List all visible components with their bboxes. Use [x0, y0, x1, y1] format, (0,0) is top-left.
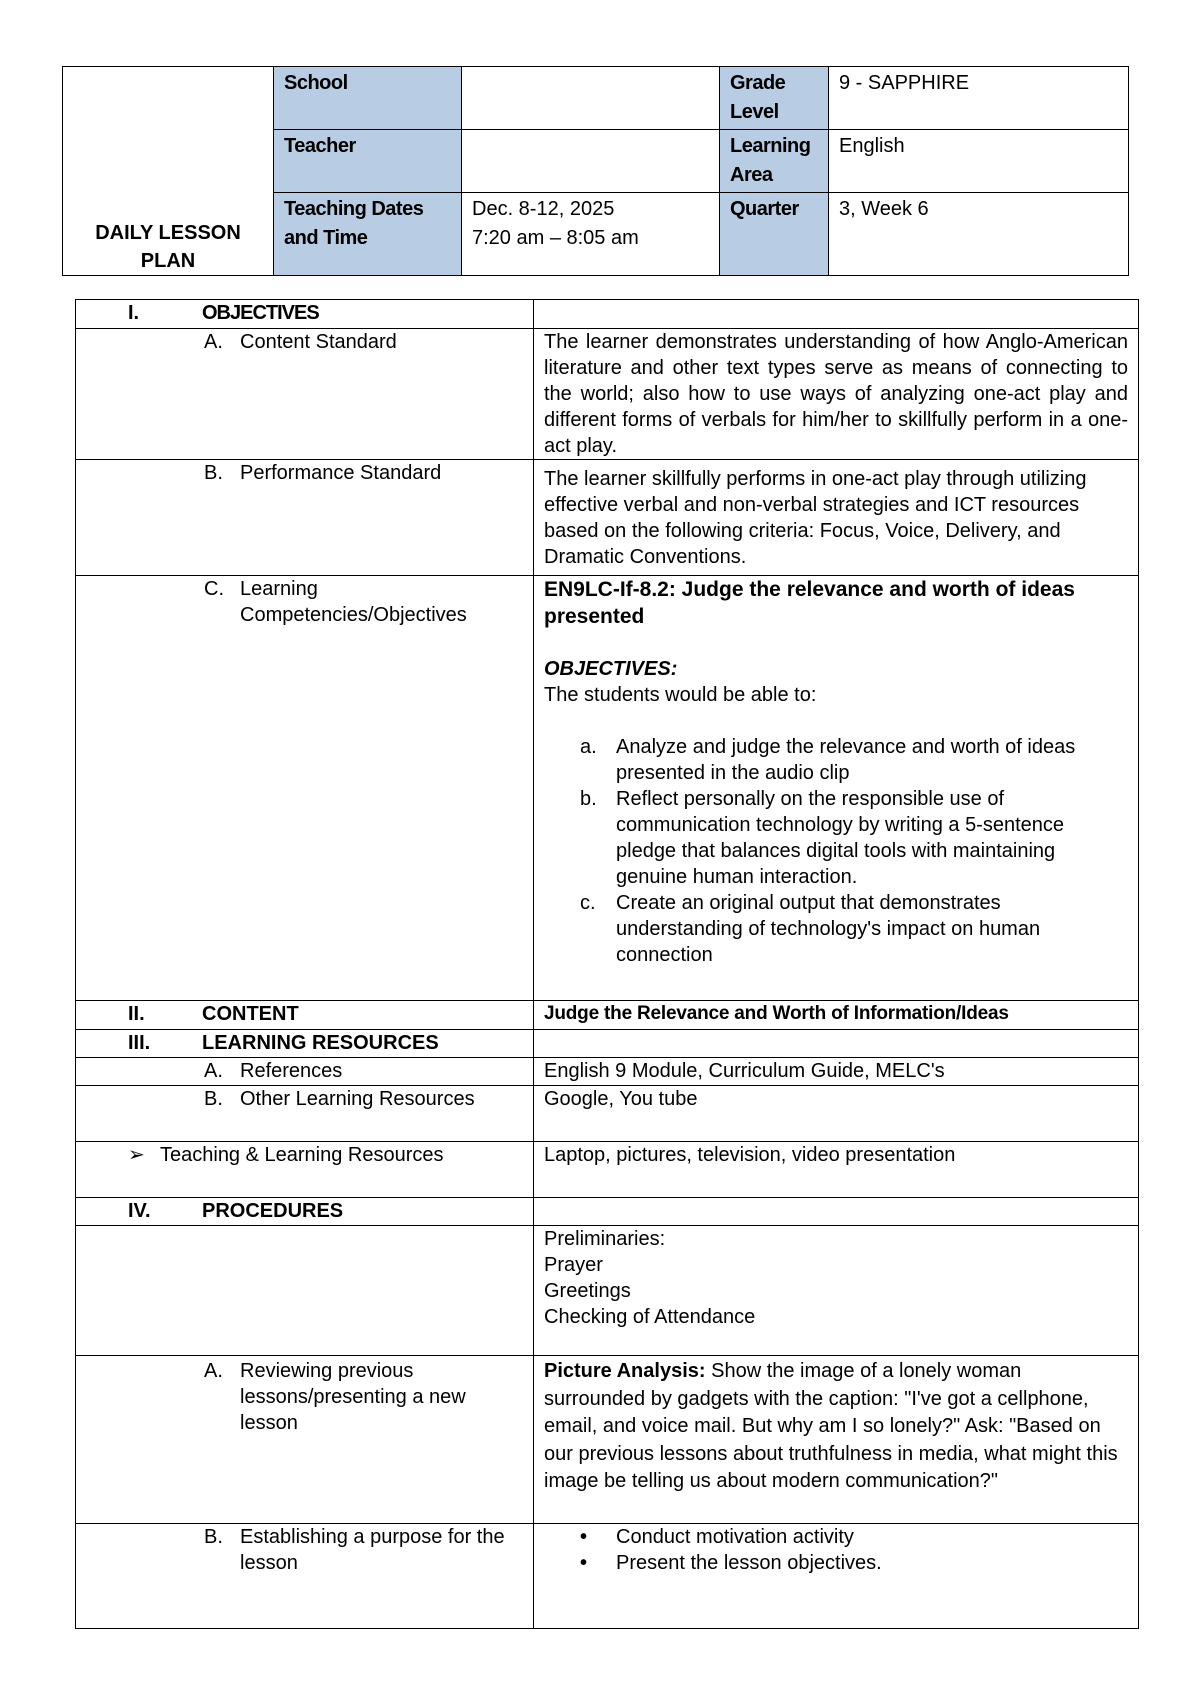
item-letter: C. [204, 578, 224, 600]
list-item [580, 1524, 1128, 1550]
item-letter: B. [204, 1526, 223, 1548]
preliminaries-value [534, 1226, 1139, 1356]
content-value: Judge the Relevance and Worth of Information/Ideas [534, 1001, 1139, 1030]
content-standard-label-cell [76, 329, 534, 460]
bullet-icon: • [580, 1526, 588, 1548]
section-numeral: I. [128, 302, 140, 324]
list-text: Conduct motivation activity [616, 1526, 854, 1548]
item-letter: A. [204, 1360, 223, 1382]
section-title: OBJECTIVES [202, 302, 319, 324]
list-text: Present the lesson objectives. [616, 1552, 882, 1574]
performance-standard-label: Performance Standard [240, 462, 442, 484]
table-row [76, 1356, 1139, 1524]
purpose-label-cell [76, 1524, 534, 1629]
empty-cell [76, 1226, 534, 1356]
table-row [76, 1524, 1139, 1629]
list-item [580, 734, 1128, 786]
content-standard-value: The learner demonstrates understanding of how Anglo-American literature and other text types serve as means of connecting to the world; also how to use ways of analyzing one-act play and different forms of verbals for him/her to skillfully perform in a one-act play. [534, 329, 1139, 460]
teaching-resources-value: Laptop, pictures, television, video presentation [534, 1142, 1139, 1198]
teacher-label: Teacher [274, 130, 462, 193]
teaching-resources-label-cell [76, 1142, 534, 1198]
empty-cell [534, 1198, 1139, 1226]
list-text: Create an original output that demonstrates understanding of technology's impact on human connection [616, 892, 1041, 966]
teaching-dates-value [462, 193, 720, 276]
references-value: English 9 Module, Curriculum Guide, MELC's [534, 1058, 1139, 1086]
learning-area-label: Learning Area [720, 130, 829, 193]
section-procedures-heading [76, 1198, 534, 1226]
objectives-intro: The students would be able to: [544, 684, 817, 706]
objectives-heading: OBJECTIVES: [544, 658, 678, 680]
table-row [76, 576, 1139, 1001]
table-row [76, 1198, 1139, 1226]
table-row [76, 460, 1139, 576]
list-marker: c. [580, 892, 596, 914]
table-row [76, 1142, 1139, 1198]
list-item [580, 890, 1128, 968]
quarter-value: 3, Week 6 [829, 193, 1129, 276]
section-numeral: II. [128, 1003, 145, 1025]
header-table [62, 66, 1129, 276]
grade-level-label: Grade Level [720, 67, 829, 130]
table-row [76, 1030, 1139, 1058]
table-row [76, 1001, 1139, 1030]
grade-level-value: 9 - SAPPHIRE [829, 67, 1129, 130]
table-row [76, 300, 1139, 329]
arrow-bullet-icon: ➢ [128, 1144, 145, 1166]
teaching-time-line: 7:20 am – 8:05 am [472, 227, 639, 249]
picture-analysis-lead: Picture Analysis: [544, 1360, 706, 1382]
competencies-label-cell [76, 576, 534, 1001]
objectives-list [544, 734, 1128, 968]
performance-standard-text: The learner skillfully performs in one-act play through utilizing effective verbal and non-verbal strategies and ICT resources based on the following criteria: Focus, Voice, Delivery, and Dramatic Conventions. [544, 468, 1087, 568]
empty-cell [534, 300, 1139, 329]
school-value [462, 67, 720, 130]
item-letter: B. [204, 462, 223, 484]
teaching-resources-label: Teaching & Learning Resources [160, 1144, 444, 1166]
performance-standard-label-cell [76, 460, 534, 576]
reviewing-value [534, 1356, 1139, 1524]
item-letter: A. [204, 1060, 223, 1082]
section-title: CONTENT [202, 1003, 299, 1025]
preliminaries-line: Preliminaries: [544, 1228, 666, 1250]
references-label-cell [76, 1058, 534, 1086]
teacher-value [462, 130, 720, 193]
bullet-icon: • [580, 1552, 588, 1574]
preliminaries-line: Checking of Attendance [544, 1306, 756, 1328]
teaching-dates-line: Dec. 8-12, 2025 [472, 198, 615, 220]
references-label: References [240, 1060, 343, 1082]
list-item [580, 1550, 1128, 1576]
section-numeral: IV. [128, 1200, 151, 1222]
section-resources-heading [76, 1030, 534, 1058]
section-title: PROCEDURES [202, 1200, 344, 1222]
other-resources-label-cell [76, 1086, 534, 1142]
list-text: Reflect personally on the responsible use of communication technology by writing a 5-sentence pledge that balances digital tools with maintaining genuine human interaction. [616, 788, 1065, 888]
reviewing-label: Reviewing previous lessons/presenting a new lesson [240, 1360, 466, 1434]
section-numeral: III. [128, 1032, 151, 1054]
table-row [76, 1226, 1139, 1356]
purpose-label: Establishing a purpose for the lesson [240, 1526, 505, 1574]
competencies-value [534, 576, 1139, 1001]
item-letter: B. [204, 1088, 223, 1110]
content-standard-label: Content Standard [240, 331, 397, 353]
table-row [76, 1086, 1139, 1142]
purpose-list [544, 1524, 1128, 1576]
competency-code: EN9LC-If-8.2: Judge the relevance and worth of ideas presented [544, 578, 1075, 628]
preliminaries-line: Greetings [544, 1280, 631, 1302]
teaching-dates-label: Teaching Dates and Time [274, 193, 462, 276]
section-title: LEARNING RESOURCES [202, 1032, 439, 1054]
empty-cell [534, 1030, 1139, 1058]
list-item [580, 786, 1128, 890]
learning-area-value: English [829, 130, 1129, 193]
performance-standard-value [534, 460, 1139, 576]
quarter-label: Quarter [720, 193, 829, 276]
table-row [76, 329, 1139, 460]
competencies-label: Learning Competencies/Objectives [240, 578, 467, 626]
list-text: Analyze and judge the relevance and worth of ideas presented in the audio clip [616, 736, 1076, 784]
school-label: School [274, 67, 462, 130]
list-marker: b. [580, 788, 597, 810]
picture-analysis-text: Show the image of a lonely woman surrounded by gadgets with the caption: "I've got a cellphone, email, and voice mail. But why am I so lonely?" Ask: "Based on our previous lessons about truthfulness in media, what might this image be telling us about modern communication?" [544, 1360, 1118, 1492]
other-resources-label: Other Learning Resources [240, 1088, 475, 1110]
section-content-heading [76, 1001, 534, 1030]
preliminaries-line: Prayer [544, 1254, 603, 1276]
purpose-value [534, 1524, 1139, 1629]
item-letter: A. [204, 331, 223, 353]
reviewing-label-cell [76, 1356, 534, 1524]
lesson-table [75, 299, 1139, 1629]
list-marker: a. [580, 736, 597, 758]
table-row [76, 1058, 1139, 1086]
other-resources-value: Google, You tube [534, 1086, 1139, 1142]
lesson-plan-title: DAILY LESSON PLAN [63, 67, 274, 276]
section-objectives-heading [76, 300, 534, 329]
